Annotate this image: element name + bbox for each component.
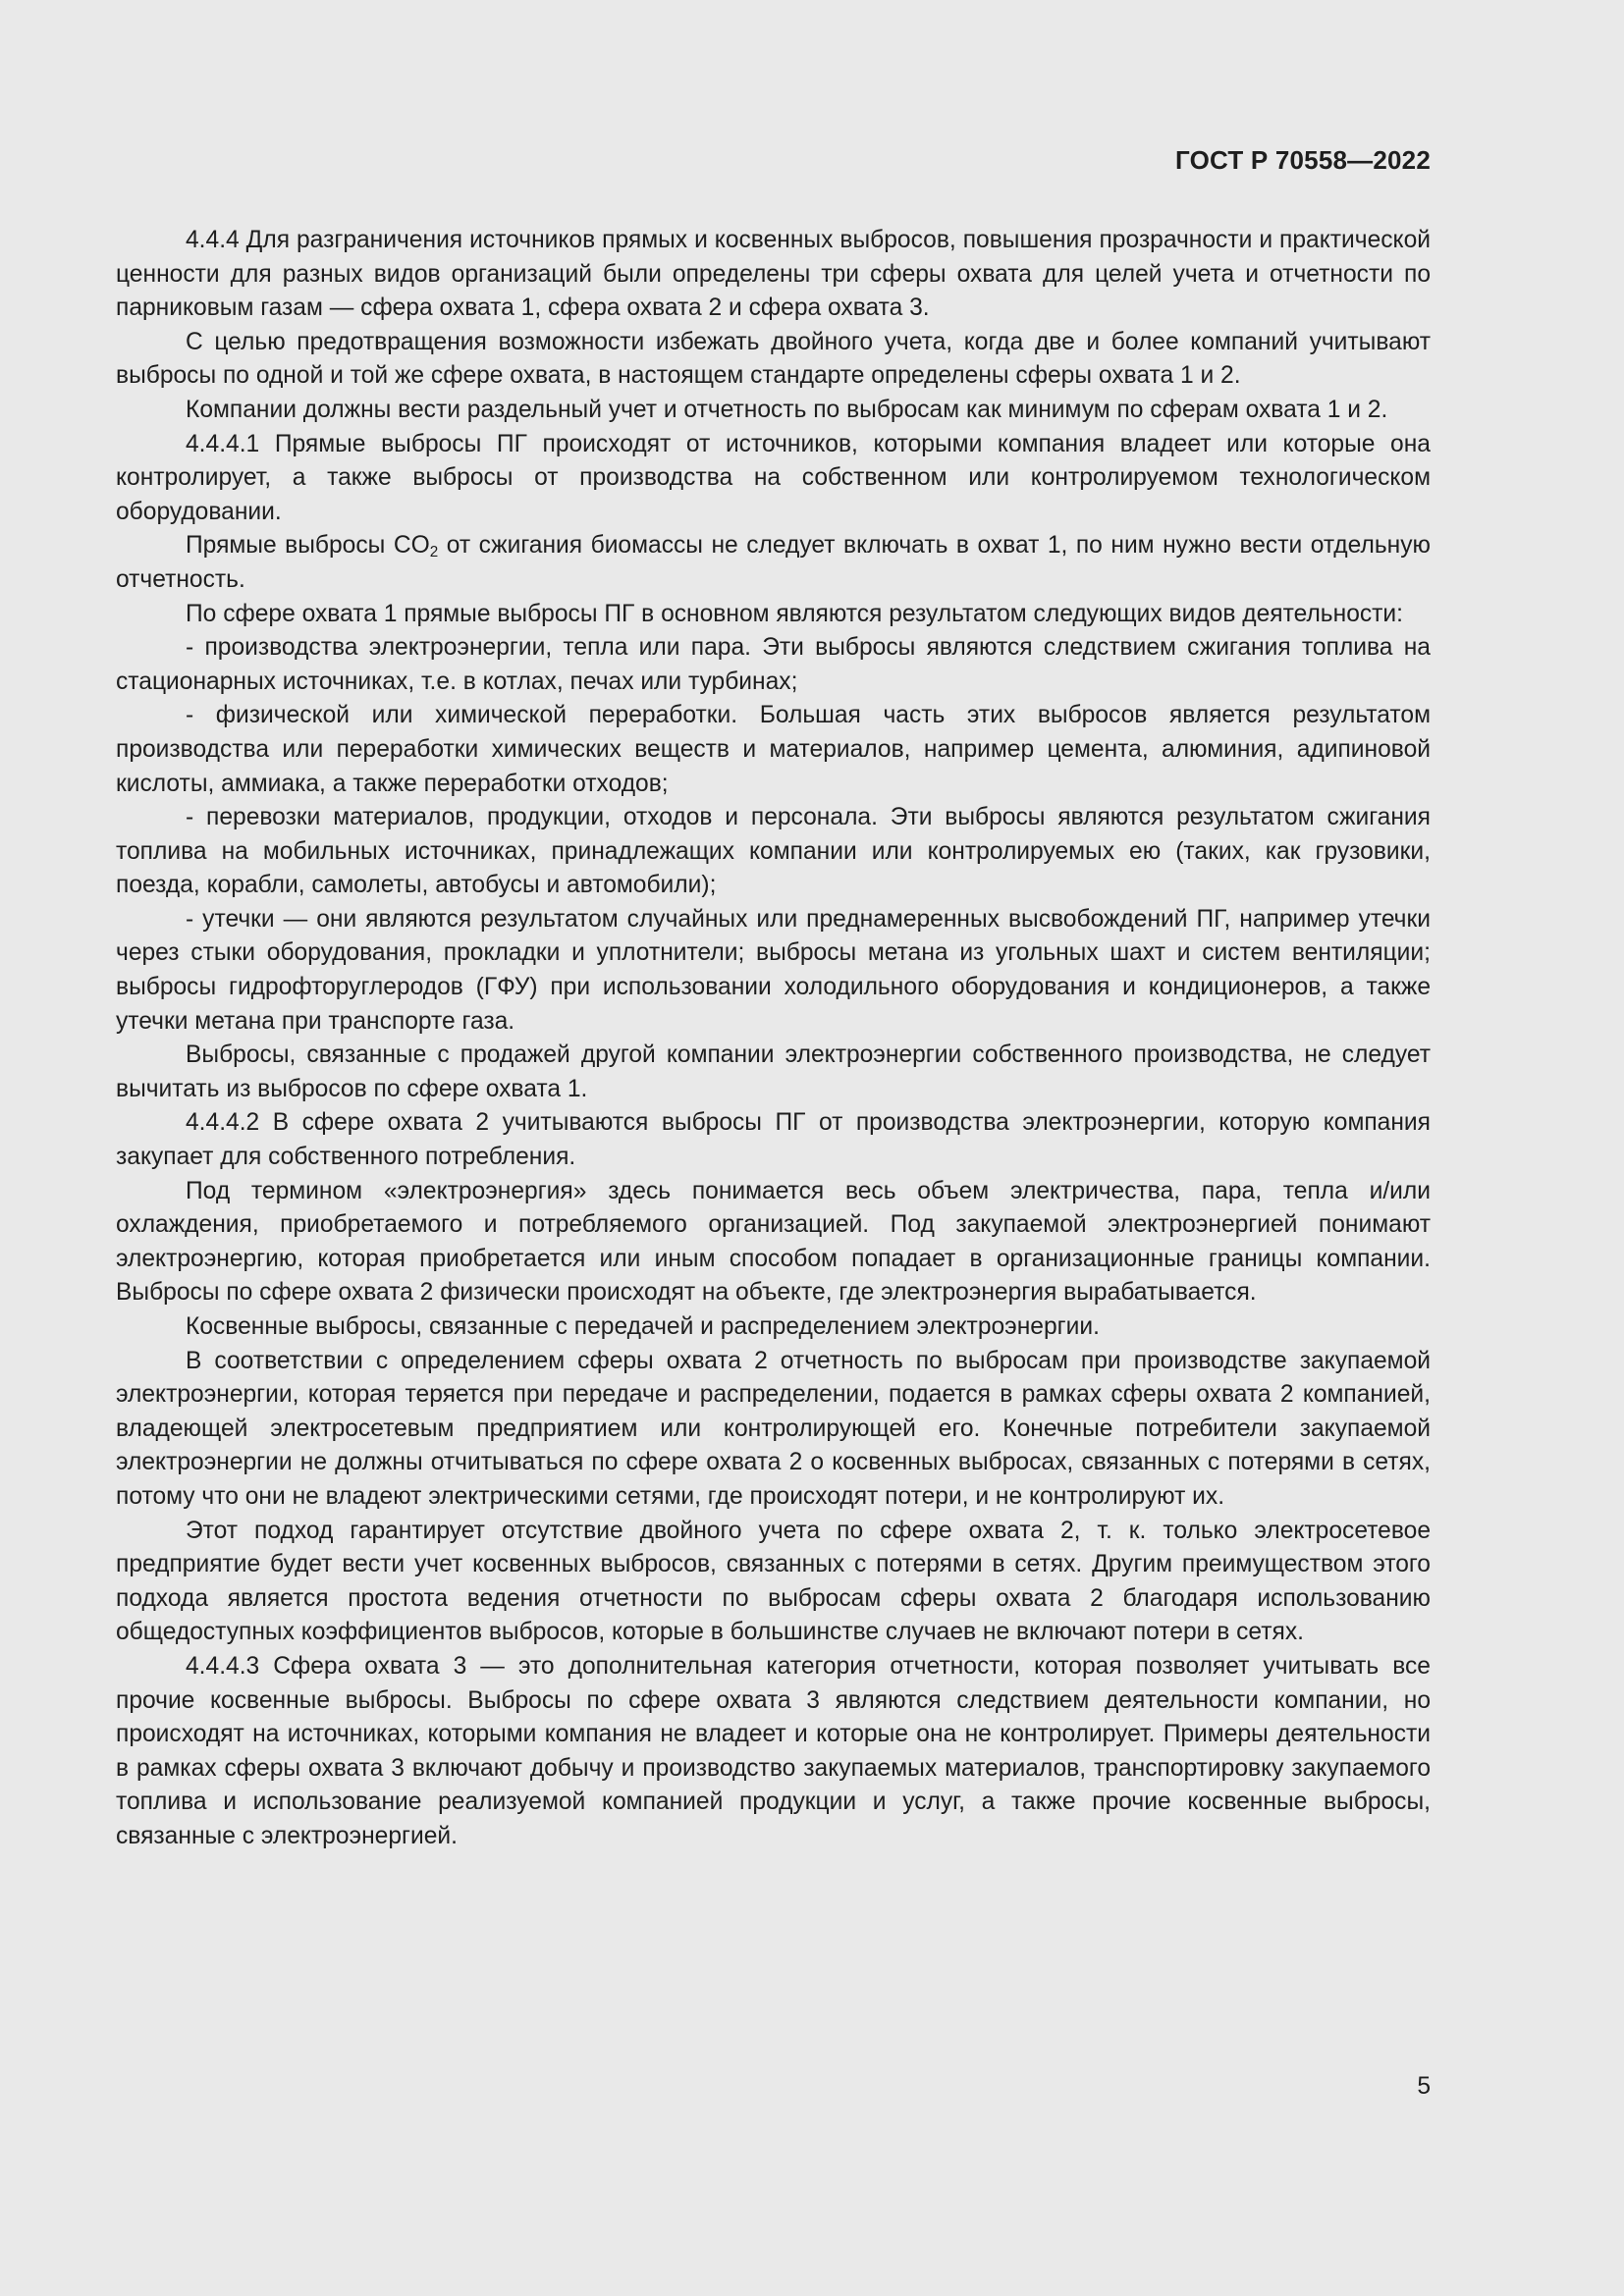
paragraph: Под термином «электроэнергия» здесь понимается весь объем электричества, пара, тепла и/или охлаждения, приобретаемого и потребляемого организацией. Под закупаемой электроэнергией понимают электроэнергию, которая приобретается или иным способом попадает в организационные границы компании. Выбросы по сфере охвата 2 физически происходят на объекте, где электроэнергия вырабатывается. [116,1177,1431,1307]
list-item: - утечки — они являются результатом случайных или преднамеренных высвобождений ПГ, например утечки через стыки оборудования, прокладки и уплотнители; выбросы метана из угольных шахт и систем вентиляции; выбросы гидрофторуглеродов (ГФУ) при использовании холодильного оборудования и кондиционеров, а также утечки метана при транспорте газа. [116,905,1431,1035]
page-number: 5 [1417,2073,1431,2100]
list-item: - перевозки материалов, продукции, отходов и персонала. Эти выбросы являются результатом сжигания топлива на мобильных источниках, принадлежащих компании или контролируемых ею (таких, как грузовики, поезда, корабли, самолеты, автобусы и автомобили); [116,804,1431,899]
co2-subscript: 2 [429,544,439,561]
document-body [116,224,1431,1854]
list-item: - физической или химической переработки. Большая часть этих выбросов является результатом производства или переработки химических веществ и материалов, например цемента, алюминия, адипиновой кислоты, аммиака, а также переработки отходов; [116,702,1431,797]
paragraph: 4.4.4.2 В сфере охвата 2 учитываются выбросы ПГ от производства электроэнергии, которую компания закупает для собственного потребления. [116,1109,1431,1171]
paragraph: С целью предотвращения возможности избежать двойного учета, когда две и более компаний учитывают выбросы по одной и той же сфере охвата, в настоящем стандарте определены сферы охвата 1 и 2. [116,328,1431,390]
paragraph: Выбросы, связанные с продажей другой компании электроэнергии собственного производства, не следует вычитать из выбросов по сфере охвата 1. [116,1041,1431,1102]
paragraph: В соответствии с определением сферы охвата 2 отчетность по выбросам при производстве закупаемой электроэнергии, которая теряется при передаче и распределении, подается в рамках сферы охвата 2 компанией, владеющей электросетевым предприятием или контролирующей его. Конечные потребители закупаемой электроэнергии не должны отчитываться по сфере охвата 2 о косвенных выбросах, связанных с потерями в сетях, потому что они не владеют электрическими сетями, где происходят потери, и не контролируют их. [116,1347,1431,1510]
document-header-id: ГОСТ Р 70558—2022 [1175,145,1431,175]
paragraph: Этот подход гарантирует отсутствие двойного учета по сфере охвата 2, т. к. только электросетевое предприятие будет вести учет косвенных выбросов, связанных с потерями в сетях. Другим преимуществом этого подхода является простота ведения отчетности по выбросам сферы охвата 2 благодаря использованию общедоступных коэффициентов выбросов, которые в большинстве случаев не включают потери в сетях. [116,1517,1431,1646]
co2-text-after: от сжигания биомассы не следует включать в охват 1, по ним нужно вести отдельную отчетность. [116,532,1432,593]
paragraph: 4.4.4.3 Сфера охвата 3 — это дополнительная категория отчетности, которая позволяет учитывать все прочие косвенные выбросы. Выбросы по сфере охвата 3 являются следствием деятельности компании, но происходят на источниках, которыми компания не владеет и которые она не контролирует. Примеры деятельности в рамках сферы охвата 3 включают добычу и производство закупаемых материалов, транспортировку закупаемого топлива и использование реализуемой компанией продукции и услуг, а также прочие косвенные выбросы, связанные с электроэнергией. [116,1652,1431,1849]
paragraph: 4.4.4 Для разграничения источников прямых и косвенных выбросов, повышения прозрачности и практической ценности для разных видов организаций были определены три сферы охвата для целей учета и отчетности по парниковым газам — сфера охвата 1, сфера охвата 2 и сфера охвата 3. [116,227,1431,322]
list-item: - производства электроэнергии, тепла или пара. Эти выбросы являются следствием сжигания топлива на стационарных источниках, т.е. в котлах, печах или турбинах; [116,634,1431,695]
co2-text-before: Прямые выбросы CO [186,532,430,560]
paragraph: По сфере охвата 1 прямые выбросы ПГ в основном являются результатом следующих видов деятельности: [186,600,1404,627]
paragraph: Косвенные выбросы, связанные с передачей и распределением электроэнергии. [186,1313,1100,1340]
paragraph-co2 [116,529,1431,597]
paragraph: 4.4.4.1 Прямые выбросы ПГ происходят от источников, которыми компания владеет или которые она контролирует, а также выбросы от производства на собственном или контролируемом технологическом оборудовании. [116,430,1431,525]
paragraph: Компании должны вести раздельный учет и отчетность по выбросам как минимум по сферам охвата 1 и 2. [186,396,1388,423]
